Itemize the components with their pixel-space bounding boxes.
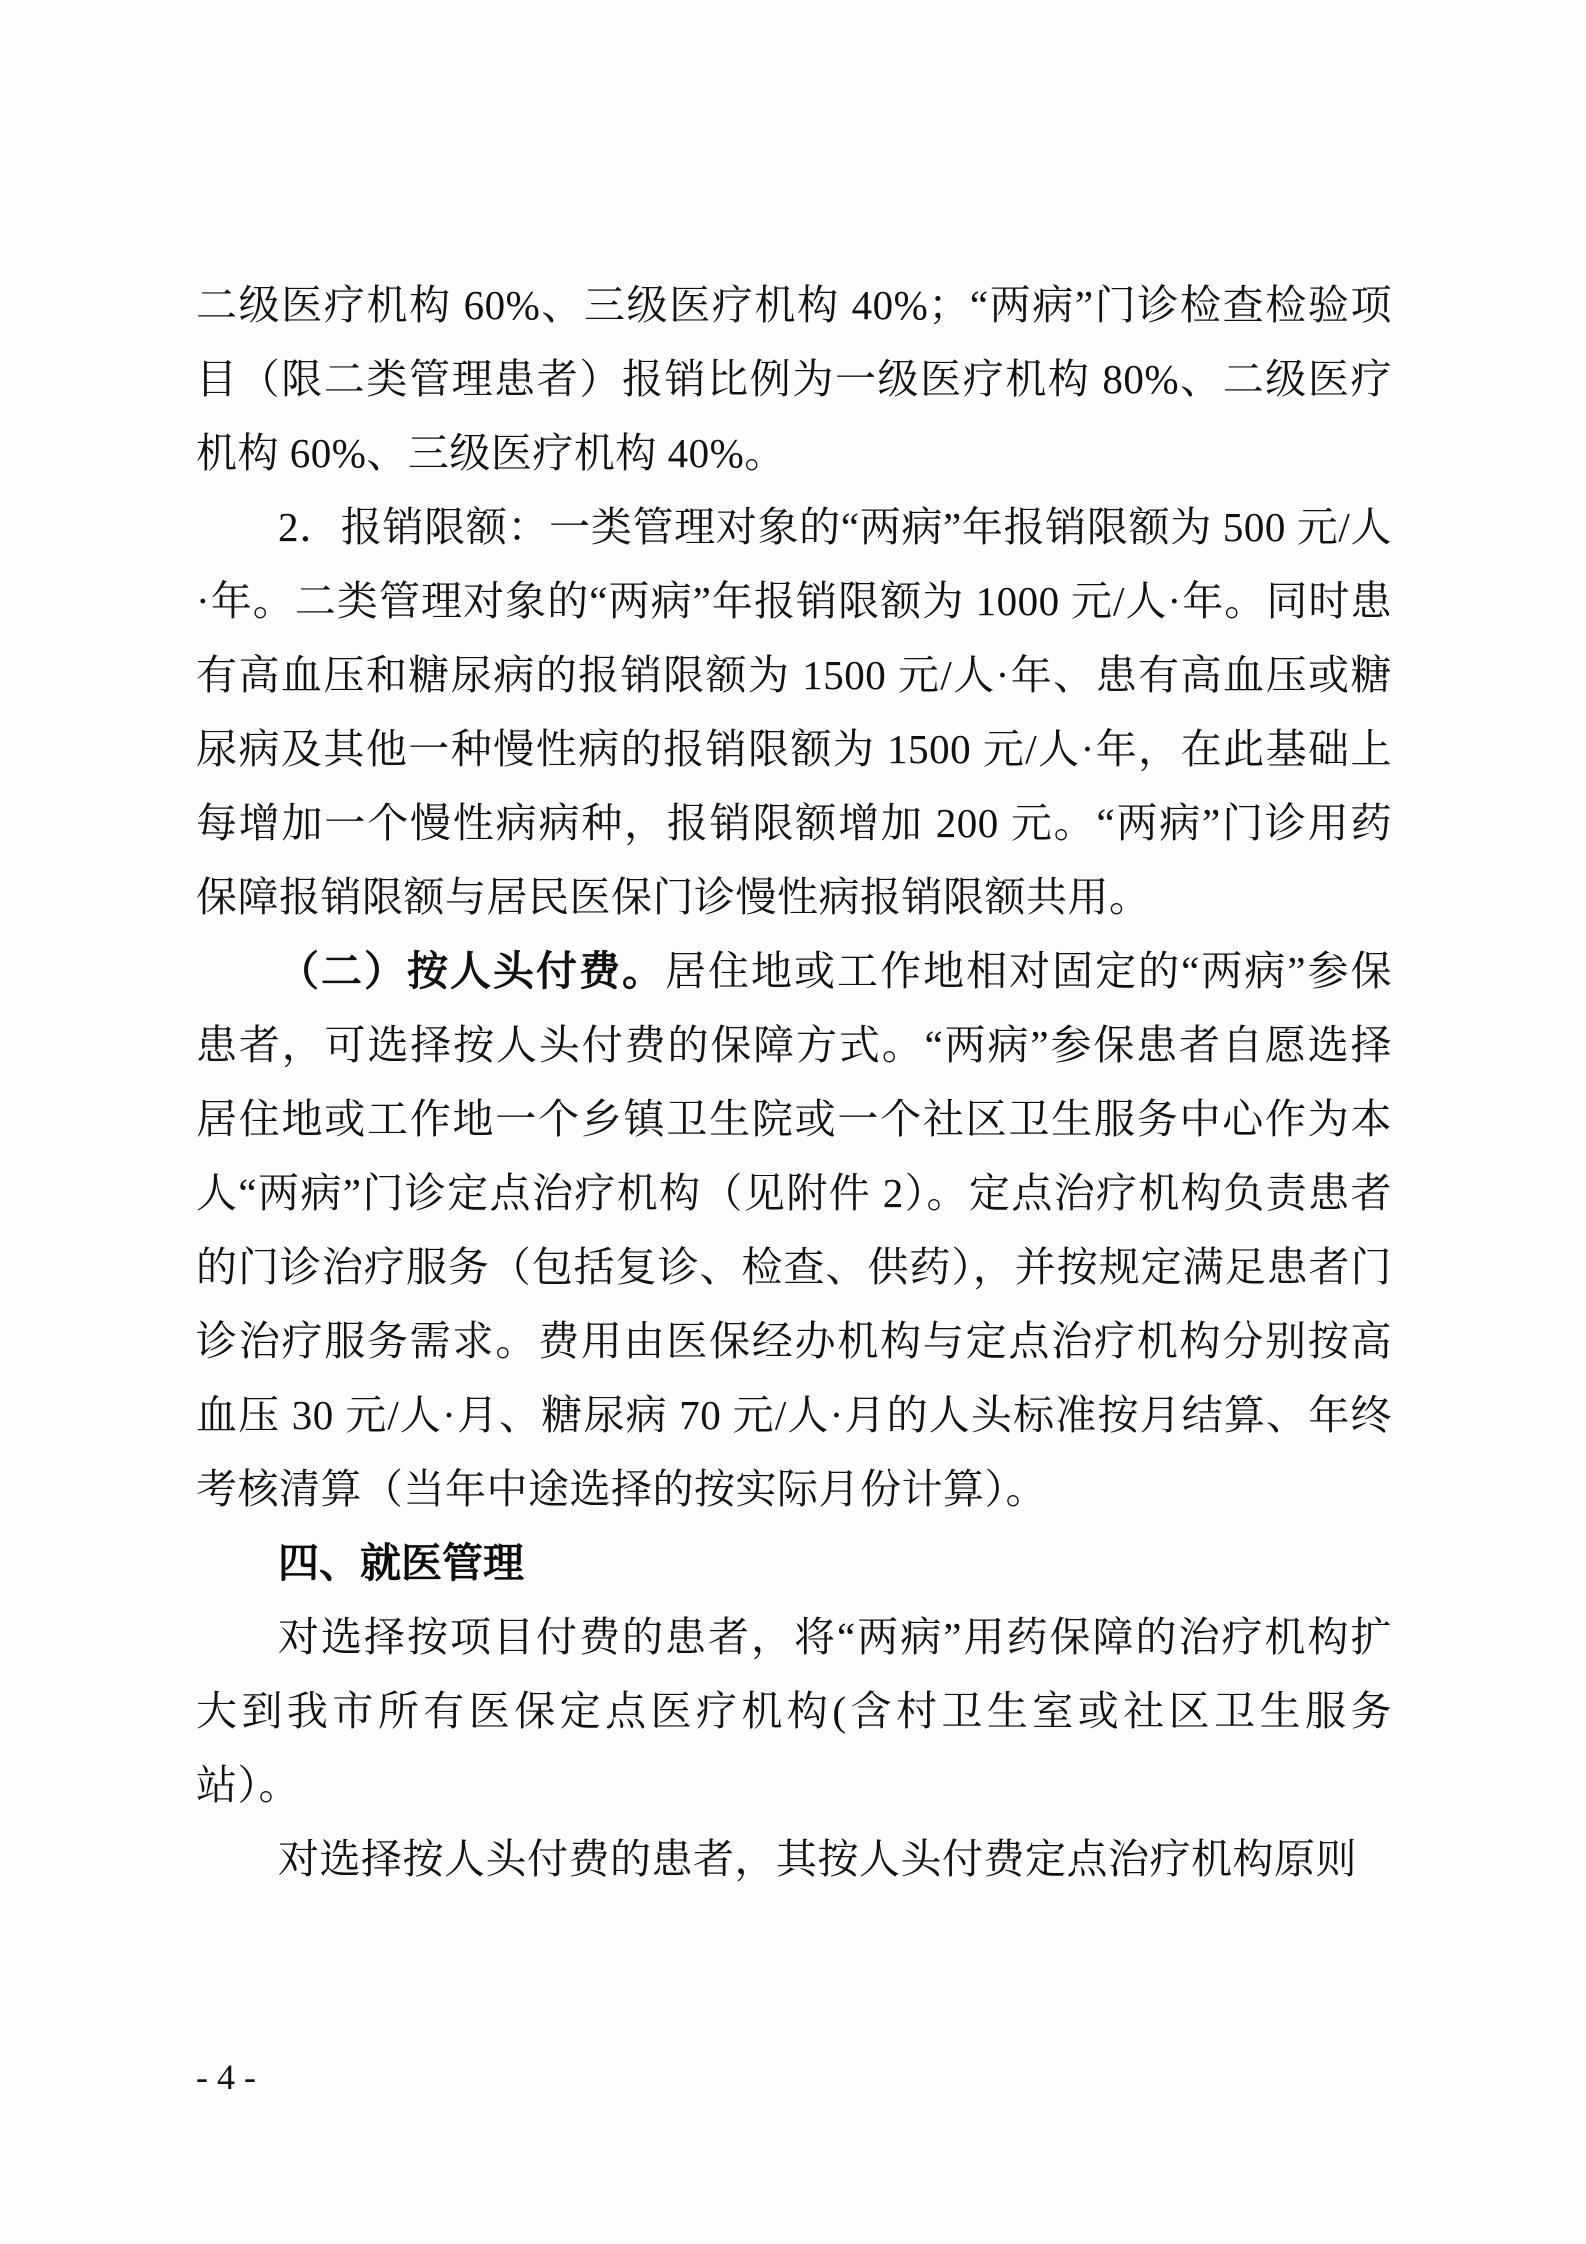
paragraph-capitation-text: 居住地或工作地相对固定的“两病”参保患者，可选择按人头付费的保障方式。“两病”参保患者自愿选择居住地或工作地一个乡镇卫生院或一个社区卫生服务中心作为本人“两病”门诊定点治疗机构（见附件 2）。定点治疗机构负责患者的门诊治疗服务（包括复诊、检查、供药），并按规定满足患者门诊治疗服务需求。费用由医保经办机构与定点治疗机构分别按高血压 30 元/人·月、糖尿病 70 元/人·月的人头标准按月结算、年终考核清算（当年中途选择的按实际月份计算）。 bbox=[196, 948, 1393, 1512]
paragraph-capitation-designated-institution: 对选择按人头付费的患者，其按人头付费定点治疗机构原则 bbox=[278, 1836, 1357, 1882]
paragraph-capitation-lead: （二）按人头付费。 bbox=[278, 947, 666, 995]
page-number: - 4 - bbox=[196, 2057, 256, 2097]
section-heading-medical-management: 四、就医管理 bbox=[278, 1539, 524, 1587]
paragraph-reimbursement-limit: 2．报销限额：一类管理对象的“两病”年报销限额为 500 元/人·年。二类管理对象的“两病”年报销限额为 1000 元/人·年。同时患有高血压和糖尿病的报销限额为 1500 元/人·年、患有高血压或糖尿病及其他一种慢性病的报销限额为 1500 元/人·年，在此基础上每增加一个慢性病病种，报销限额增加 200 元。“两病”门诊用药保障报销限额与居民医保门诊慢性病报销限额共用。 bbox=[196, 504, 1392, 920]
page-body bbox=[196, 268, 1392, 1896]
paragraph-item-payment-scope: 对选择按项目付费的患者，将“两病”用药保障的治疗机构扩大到我市所有医保定点医疗机构(含村卫生室或社区卫生服务站）。 bbox=[196, 1614, 1392, 1808]
paragraph-reimbursement-ratio: 二级医疗机构 60%、三级医疗机构 40%；“两病”门诊检查检验项目（限二类管理患者）报销比例为一级医疗机构 80%、二级医疗机构 60%、三级医疗机构 40%。 bbox=[196, 282, 1392, 476]
paragraph-capitation-payment bbox=[196, 934, 1392, 1526]
